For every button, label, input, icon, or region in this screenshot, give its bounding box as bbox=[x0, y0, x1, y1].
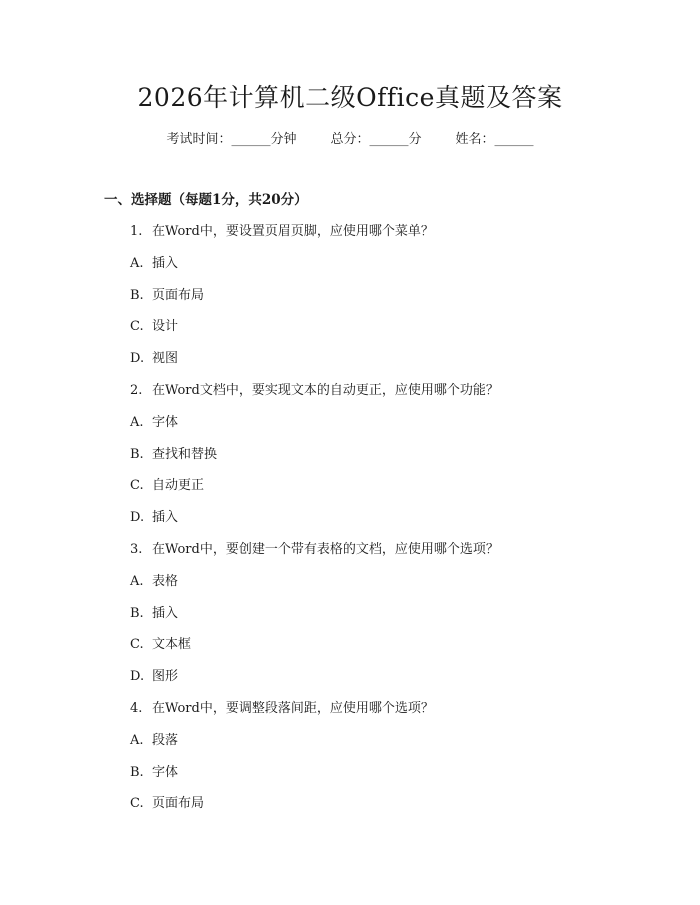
answer-option bbox=[130, 286, 650, 318]
option-letter: A. bbox=[130, 573, 144, 589]
answer-option bbox=[130, 445, 650, 477]
option-text: 页面布局 bbox=[152, 796, 205, 812]
exam-time-field: 考试时间：______分钟 bbox=[166, 132, 297, 147]
question-number: 1. bbox=[130, 224, 143, 239]
option-text: 页面布局 bbox=[152, 287, 205, 303]
option-letter: C. bbox=[130, 796, 144, 812]
question-text: 在Word中，要创建一个带有表格的文档，应使用哪个选项？ bbox=[152, 541, 499, 557]
answer-option bbox=[130, 635, 650, 667]
question-item bbox=[130, 222, 650, 254]
option-text: 视图 bbox=[152, 351, 179, 367]
option-letter: A. bbox=[130, 732, 144, 748]
question-item bbox=[130, 540, 650, 572]
question-item bbox=[130, 699, 650, 731]
option-letter: C. bbox=[130, 637, 144, 653]
answer-option bbox=[130, 254, 650, 286]
option-letter: D. bbox=[130, 669, 145, 685]
option-letter: A. bbox=[130, 255, 144, 271]
question-list bbox=[130, 222, 650, 826]
answer-option bbox=[130, 508, 650, 540]
answer-option bbox=[130, 572, 650, 604]
question-item bbox=[130, 381, 650, 413]
page-title: 2026年计算机二级Office真题及答案 bbox=[137, 83, 563, 112]
option-text: 图形 bbox=[152, 669, 179, 685]
option-letter: C. bbox=[130, 478, 144, 494]
question-number: 2. bbox=[130, 382, 143, 398]
question-number: 4. bbox=[130, 700, 143, 716]
answer-option bbox=[130, 317, 650, 349]
option-text: 字体 bbox=[152, 764, 179, 780]
option-text: 插入 bbox=[152, 255, 179, 271]
option-letter: A. bbox=[130, 414, 144, 430]
option-letter: D. bbox=[130, 510, 145, 526]
question-number: 3. bbox=[130, 541, 143, 557]
answer-option bbox=[130, 476, 650, 508]
total-score-field: 总分：______分 bbox=[330, 132, 422, 147]
answer-option bbox=[130, 667, 650, 699]
option-text: 表格 bbox=[152, 573, 179, 589]
option-letter: B. bbox=[130, 287, 144, 303]
name-field: 姓名：______ bbox=[455, 132, 534, 147]
option-letter: D. bbox=[130, 351, 145, 367]
option-text: 字体 bbox=[152, 414, 179, 430]
answer-option bbox=[130, 604, 650, 636]
option-letter: B. bbox=[130, 605, 144, 621]
option-letter: C. bbox=[130, 319, 144, 335]
question-text: 在Word中，要设置页眉页脚，应使用哪个菜单？ bbox=[152, 224, 434, 239]
exam-info-line bbox=[0, 130, 700, 150]
answer-option bbox=[130, 763, 650, 795]
option-text: 文本框 bbox=[152, 637, 192, 653]
answer-option bbox=[130, 349, 650, 381]
option-text: 插入 bbox=[152, 510, 179, 526]
question-text: 在Word中，要调整段落间距，应使用哪个选项？ bbox=[152, 700, 434, 716]
answer-option bbox=[130, 731, 650, 763]
option-text: 查找和替换 bbox=[152, 446, 218, 462]
option-text: 自动更正 bbox=[152, 478, 205, 494]
question-text: 在Word文档中，要实现文本的自动更正，应使用哪个功能？ bbox=[152, 382, 499, 398]
option-letter: B. bbox=[130, 764, 144, 780]
answer-option bbox=[130, 413, 650, 445]
section-heading: 一、选择题（每题1分，共20分） bbox=[104, 192, 308, 208]
option-text: 段落 bbox=[152, 732, 179, 748]
option-text: 插入 bbox=[152, 605, 179, 621]
option-text: 设计 bbox=[152, 319, 179, 335]
option-letter: B. bbox=[130, 446, 144, 462]
answer-option bbox=[130, 794, 650, 826]
